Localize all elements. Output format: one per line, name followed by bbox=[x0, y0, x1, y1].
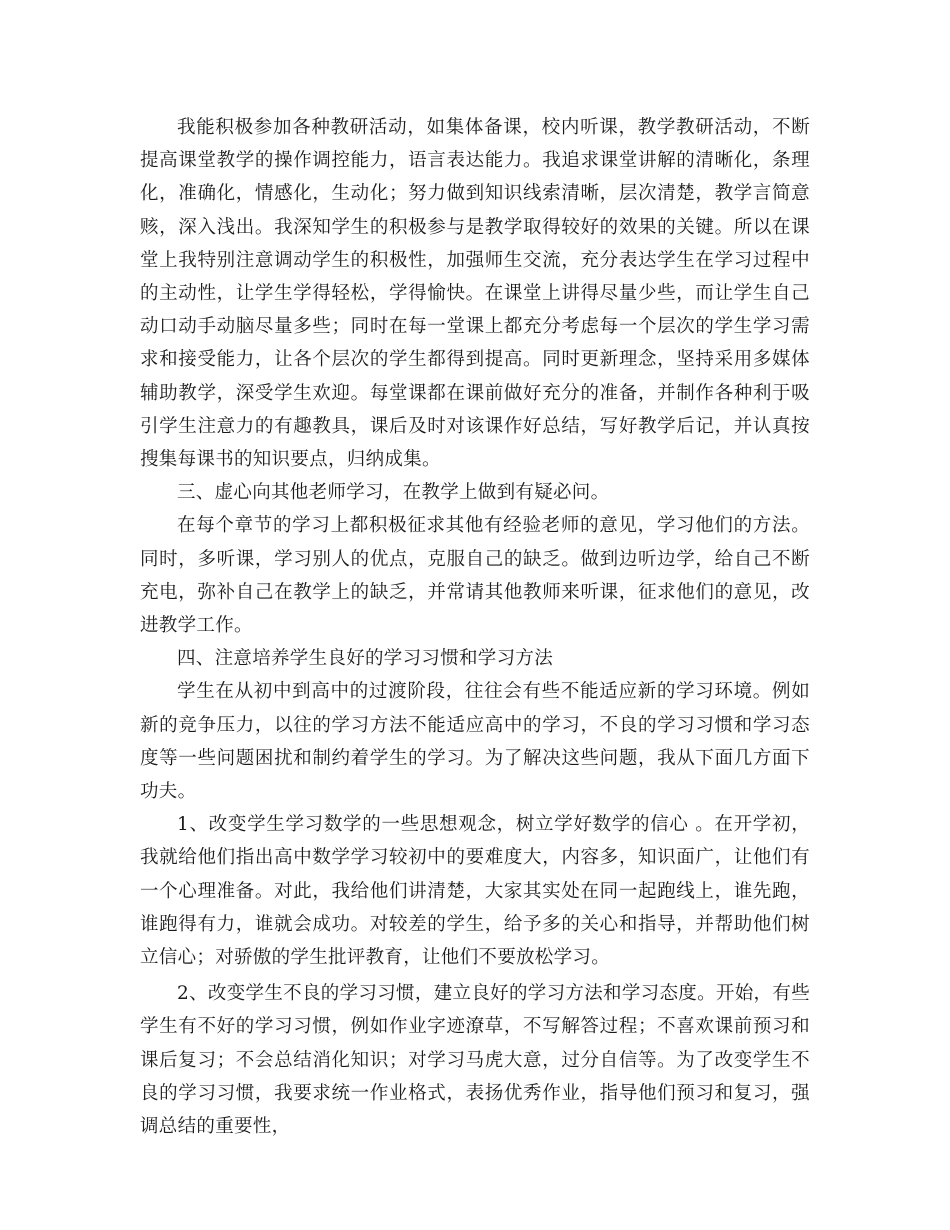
paragraph-transition-stage: 学生在从初中到高中的过渡阶段，往往会有些不能适应新的学习环境。例如新的竞争压力，以往的学习方法不能适应高中的学习，不良的学习习惯和学习态度等一些问题困扰和制约着学生的学习。为了解决这些问题，我从下面几方面下功夫。 bbox=[140, 681, 810, 803]
paragraph-learn-from-teachers: 在每个章节的学习上都积极征求其他有经验老师的意见，学习他们的方法。同时，多听课，学习别人的优点，克服自己的缺乏。做到边听边学，给自己不断充电，弥补自己在教学上的缺乏，并常请其他教师来听课，征求他们的意见，改进教学工作。 bbox=[140, 515, 810, 637]
paragraph-point-1: 1、改变学生学习数学的一些思想观念，树立学好数学的信心 。在开学初，我就给他们指出高中数学学习较初中的要难度大，内容多，知识面广，让他们有一个心理准备。对此，我给他们讲清楚，大家其实处在同一起跑线上，谁先跑，谁跑得有力，谁就会成功。对较差的学生，给予多的关心和指导，并帮助他们树立信心；对骄傲的学生批评教育，让他们不要放松学习。 bbox=[140, 814, 810, 969]
document-body bbox=[140, 111, 810, 1143]
paragraph-point-2: 2、改变学生不良的学习习惯，建立良好的学习方法和学习态度。开始，有些学生有不好的学习习惯，例如作业字迹潦草，不写解答过程；不喜欢课前预习和课后复习；不会总结消化知识；对学习马虎大意，过分自信等。为了改变学生不良的学习习惯，我要求统一作业格式，表扬优秀作业，指导他们预习和复习，强调总结的重要性， bbox=[140, 983, 810, 1138]
heading-learn-from-teachers: 三、虚心向其他老师学习，在教学上做到有疑必问。 bbox=[177, 482, 610, 504]
paragraph-teaching-activities: 我能积极参加各种教研活动，如集体备课，校内听课，教学教研活动，不断提高课堂教学的操作调控能力，语言表达能力。我追求课堂讲解的清晰化，条理化，准确化，情感化，生动化；努力做到知识线索清晰，层次清楚，教学言简意赅，深入浅出。我深知学生的积极参与是教学取得较好的效果的关键。所以在课堂上我特别注意调动学生的积极性，加强师生交流，充分表达学生在学习过程中的主动性，让学生学得轻松，学得愉快。在课堂上讲得尽量少些，而让学生自己动口动手动脑尽量多些；同时在每一堂课上都充分考虑每一个层次的学生学习需求和接受能力，让各个层次的学生都得到提高。同时更新理念，坚持采用多媒体辅助教学，深受学生欢迎。每堂课都在课前做好充分的准备，并制作各种利于吸引学生注意力的有趣教具，课后及时对该课作好总结，写好教学后记，并认真按搜集每课书的知识要点，归纳成集。 bbox=[140, 117, 810, 471]
heading-study-habits: 四、注意培养学生良好的学习习惯和学习方法 bbox=[177, 648, 554, 670]
